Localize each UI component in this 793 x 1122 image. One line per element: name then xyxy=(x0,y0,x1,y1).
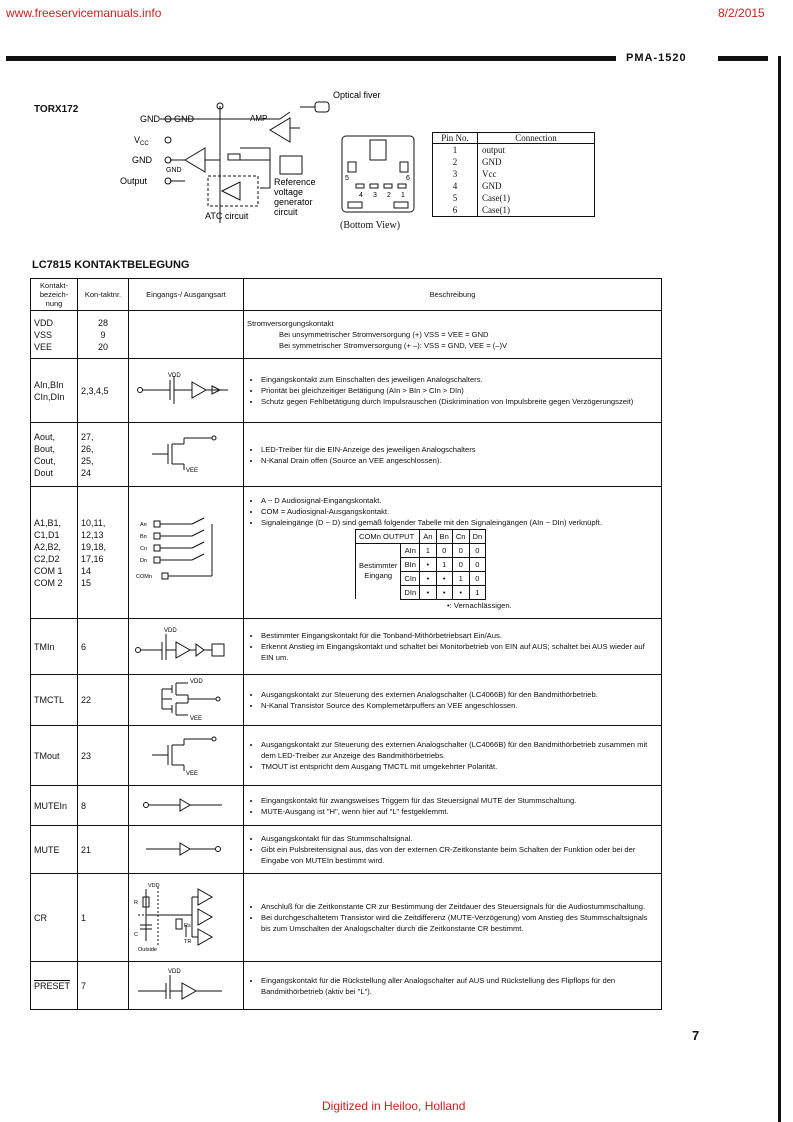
pin-names: TMIn xyxy=(31,619,78,675)
svg-text:C: C xyxy=(134,931,138,938)
io-type-cell xyxy=(129,423,244,487)
io-type-cell xyxy=(129,826,244,874)
header-rule-right xyxy=(718,56,768,61)
print-date: 8/2/2015 xyxy=(718,6,765,20)
svg-text:5: 5 xyxy=(345,175,349,182)
pin-numbers: 28 9 20 xyxy=(78,311,129,359)
svg-text:Outside: Outside xyxy=(138,946,157,953)
pin-numbers: 8 xyxy=(78,786,129,826)
section-title: LC7815 KONTAKTBELEGUNG xyxy=(32,259,190,271)
table-row xyxy=(31,874,662,962)
footer-note: Digitized in Heiloo, Holland xyxy=(322,1099,466,1113)
col-header-description: Beschreibung xyxy=(244,279,662,311)
amp-label: AMP xyxy=(250,114,268,123)
source-url[interactable]: www.freeservicemanuals.info xyxy=(6,6,162,20)
io-type-cell xyxy=(129,487,244,619)
open-drain-symbol xyxy=(132,733,232,777)
io-type-cell xyxy=(129,874,244,962)
gnd-label-3: GND xyxy=(132,155,152,165)
pin-names: TMout xyxy=(31,726,78,786)
pin-names: MUTE xyxy=(31,826,78,874)
pin-no-header: Pin No. xyxy=(433,133,478,144)
pin-names: PRESET xyxy=(31,962,78,1010)
svg-text:R: R xyxy=(134,899,138,906)
svg-text:VDD: VDD xyxy=(164,627,177,634)
generator-label: generator xyxy=(274,197,313,207)
pin-connection: Vcc xyxy=(478,168,595,180)
pin-numbers: 1 xyxy=(78,874,129,962)
gnd-label-1: GND xyxy=(140,114,160,124)
pin-numbers: 7 xyxy=(78,962,129,1010)
pin-names: AIn,BIn CIn,DIn xyxy=(31,359,78,423)
pin-connection-table xyxy=(432,132,595,217)
bottom-view-package xyxy=(340,132,420,217)
io-type-cell xyxy=(129,359,244,423)
circuit-label: circuit xyxy=(274,207,298,217)
pin-names: CR xyxy=(31,874,78,962)
svg-text:4: 4 xyxy=(359,192,363,199)
pin-connection: GND xyxy=(478,180,595,192)
io-type-cell xyxy=(129,786,244,826)
pin-assignment-table xyxy=(30,278,662,1010)
table-row xyxy=(31,311,662,359)
pin-numbers: 10,11, 12,13 19,18, 17,16 14 15 xyxy=(78,487,129,619)
svg-text:VDD: VDD xyxy=(168,372,181,379)
atc-circuit-label: ATC circuit xyxy=(205,211,249,221)
col-header-name: Kontakt-bezeich-nung xyxy=(31,279,78,311)
pin-names: MUTEIn xyxy=(31,786,78,826)
table-row xyxy=(31,786,662,826)
pin-names: Aout, Bout, Cout, Dout xyxy=(31,423,78,487)
description: Stromversorgungskontakt Bei unsymmetrischer Stromversorgung (+) VSS = VEE = GND Bei symmetrischer Stromversorgung (+ –): VSS = GND, VEE = (–)V xyxy=(244,311,662,359)
truth-table: COMn OUTPUT An Bn Cn Dn Bestimmter Eingang AIn 1 0 0 0 BIn • 1 0 0 CIn • • 1 0 DIn • • • 1 xyxy=(355,529,486,600)
cmos-buffer-symbol xyxy=(132,677,232,721)
svg-text:VDD: VDD xyxy=(190,679,203,685)
svg-text:Rs: Rs xyxy=(184,922,191,929)
description: • Eingangskontakt für die Rückstellung aller Analogschalter auf AUS und Rückstellung des Flipflops für den Bandmithörbetrieb (aktiv bei "L"). xyxy=(244,962,662,1010)
io-type-cell xyxy=(129,619,244,675)
table-row xyxy=(31,962,662,1010)
output-label: Output xyxy=(120,176,148,186)
open-drain-symbol xyxy=(132,434,232,474)
pin-connection: output xyxy=(478,144,595,157)
pin-numbers: 21 xyxy=(78,826,129,874)
col-header-number: Kon-taktnr. xyxy=(78,279,129,311)
svg-text:VEE: VEE xyxy=(190,716,203,721)
table-row xyxy=(31,423,662,487)
svg-text:TR: TR xyxy=(184,938,192,945)
pin-connection: Case(1) xyxy=(478,204,595,217)
description: • LED-Treiber für die EIN-Anzeige des jeweiligen Analogschalters • N-Kanal Drain offen (Source an VEE angeschlossen). xyxy=(244,423,662,487)
preset-input-symbol xyxy=(132,965,232,1005)
pin-number: 1 xyxy=(433,144,478,157)
svg-text:VDD: VDD xyxy=(148,882,160,889)
svg-text:Bn: Bn xyxy=(140,533,147,540)
description: • Anschluß für die Zeitkonstante CR zur Bestimmung der Zeitdauer des Steuersignals für die Audiostummschaltung. • Bei durchgeschaltetem Transistor wird die Zeitdifferenz (MUTE-Verzögerung) vom Anstieg des Stummschaltsignals bis zum Umschalten der Analogschalter durch die Zeitkonstante CR bestimmt. xyxy=(244,874,662,962)
table-row xyxy=(31,359,662,423)
io-type-cell xyxy=(129,675,244,726)
pin-number: 2 xyxy=(433,156,478,168)
cr-timing-symbol xyxy=(132,881,232,953)
optical-fiver-label: Optical fiver xyxy=(333,90,381,100)
page-number: 7 xyxy=(692,1028,700,1043)
vcc-label: $V_{CC}$ xyxy=(134,135,149,147)
pin-numbers: 23 xyxy=(78,726,129,786)
bottom-view-label: (Bottom View) xyxy=(340,220,401,231)
pin-number: 6 xyxy=(433,204,478,217)
pin-names: TMCTL xyxy=(31,675,78,726)
svg-text:3: 3 xyxy=(373,192,377,199)
svg-text:Dn: Dn xyxy=(140,557,148,564)
pin-numbers: 2,3,4,5 xyxy=(78,359,129,423)
io-type-cell xyxy=(129,962,244,1010)
description: • Eingangskontakt zum Einschalten des jeweiligen Analogschalters. • Priorität bei gleichzeitiger Betätigung (AIn > BIn > CIn > DIn) • Schutz gegen Fehlbetätigung durch Impulsrauschen (Diskrimination von Impulsbreite gegen Verzögerungszeit) xyxy=(244,359,662,423)
connection-header: Connection xyxy=(478,133,595,144)
table-row xyxy=(31,675,662,726)
output-buffer-symbol xyxy=(132,837,232,861)
page-edge-bar xyxy=(778,56,781,1122)
svg-text:2: 2 xyxy=(387,192,391,199)
model-number: PMA-1520 xyxy=(626,52,687,64)
pin-numbers: 27, 26, 25, 24 xyxy=(78,423,129,487)
svg-text:An: An xyxy=(140,521,147,528)
tm-input-symbol xyxy=(132,624,232,668)
svg-text:COMn: COMn xyxy=(136,573,152,580)
pin-connection: Case(1) xyxy=(478,192,595,204)
pin-names: VDD VSS VEE xyxy=(31,311,78,359)
analog-switch-symbol xyxy=(132,512,232,592)
svg-text:Cn: Cn xyxy=(140,545,148,552)
description: • Ausgangskontakt zur Steuerung des externen Analogschalter (LC4066B) für den Bandmithörbetrieb. • N-Kanal Transistor Source des Komplemetärpuffers an VEE angeschlossen. xyxy=(244,675,662,726)
table-row xyxy=(31,826,662,874)
table-row xyxy=(31,619,662,675)
gnd-label-4: GND xyxy=(166,167,182,174)
input-buffer-symbol xyxy=(132,793,232,817)
header-rule xyxy=(6,56,616,61)
pin-numbers: 6 xyxy=(78,619,129,675)
svg-text:VEE: VEE xyxy=(186,770,199,777)
input-schmitt-symbol xyxy=(132,370,232,410)
gnd-label-2: GND xyxy=(174,114,194,124)
table-row xyxy=(31,726,662,786)
torx-title: TORX172 xyxy=(34,104,79,115)
pin-number: 4 xyxy=(433,180,478,192)
table-row xyxy=(31,487,662,619)
pin-number: 5 xyxy=(433,192,478,204)
voltage-label: voltage xyxy=(274,187,304,197)
svg-text:VDD: VDD xyxy=(168,968,181,975)
io-type-cell xyxy=(129,311,244,359)
svg-text:VEE: VEE xyxy=(186,467,199,474)
description: • Ausgangskontakt zur Steuerung des externen Analogschalter (LC4066B) für den Bandmithörbetrieb zusammen mit dem LED-Treiber zur Anzeige des Bandmithörbetriebs. • TMOUT ist entspricht dem Ausgang TMCTL mit umgekehrter Polarität. xyxy=(244,726,662,786)
description: • Eingangskontakt für zwangsweises Triggern für das Steuersignal MUTE der Stummschaltung. • MUTE-Ausgang ist "H", wenn hier auf "L" festgeklemmt. xyxy=(244,786,662,826)
reference-label: Reference xyxy=(274,177,316,187)
io-type-cell xyxy=(129,726,244,786)
description: • A ~ D Audiosignal-Eingangskontakt. • COM = Audiosignal-Ausgangskontakt. • Signaleingänge (D ~ D) sind gemäß folgender Tabelle mit den Signaleingängen (AIn ~ DIn) verknüpft. COMn OUTPUT An Bn Cn Dn Bestimmter Eingang AIn 1 0 0 0 BIn • 1 0 0 CIn • • 1 0 DIn • • • 1 •: Vernachlässigen. xyxy=(244,487,662,619)
pin-connection: GND xyxy=(478,156,595,168)
description: • Ausgangskontakt für das Stummschaltsignal. • Gibt ein Pulsbreitensignal aus, das von der externen CR-Zeitkonstante beim Schalten der Funktion oder bei der Eingabe von MUTEIn bestimmt wird. xyxy=(244,826,662,874)
pin-number: 3 xyxy=(433,168,478,180)
pin-numbers: 22 xyxy=(78,675,129,726)
svg-text:6: 6 xyxy=(406,175,410,182)
description: • Bestimmter Eingangskontakt für die Tonband-Mithörbetriebsart Ein/Aus. • Erkennt Anstieg im Eingangskontakt und schaltet bei Monitorbetrieb von EIN auf AUS; schaltet bei AUS wieder auf EIN um. xyxy=(244,619,662,675)
svg-text:1: 1 xyxy=(401,192,405,199)
truth-table-note: •: Vernachlässigen. xyxy=(447,600,512,610)
col-header-io-type: Eingangs-/ Ausgangsart xyxy=(129,279,244,311)
pin-names: A1,B1, C1,D1 A2,B2, C2,D2 COM 1 COM 2 xyxy=(31,487,78,619)
